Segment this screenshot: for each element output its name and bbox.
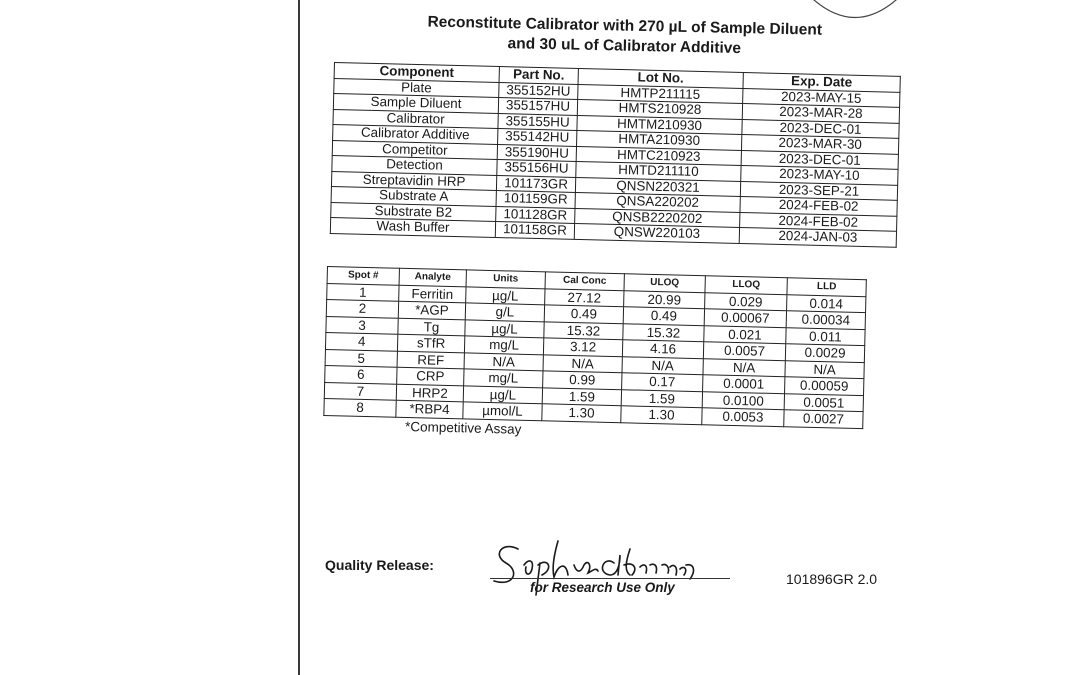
col-header-uloq: ULOQ xyxy=(624,274,705,292)
cell-uloq: 1.30 xyxy=(621,406,702,424)
cell-component: Streptavidin HRP xyxy=(331,171,496,191)
cell-units: N/A xyxy=(464,352,543,370)
cell-uloq: 0.17 xyxy=(622,373,703,391)
cell-lld: N/A xyxy=(785,360,864,378)
cell-lld: 0.014 xyxy=(787,294,866,312)
seal-stamp-arc xyxy=(790,0,920,20)
col-header-exp-date: Exp. Date xyxy=(743,73,900,92)
cell-analyte: *AGP xyxy=(398,301,465,319)
cell-spot: 8 xyxy=(324,398,396,416)
cell-units: g/L xyxy=(465,303,544,321)
col-header-lld: LLD xyxy=(787,278,866,296)
cell-analyte: HRP2 xyxy=(396,384,463,402)
components-table-body xyxy=(330,78,900,247)
col-header-cal-conc: Cal Conc xyxy=(545,272,624,290)
cell-lot-no: QNSW220103 xyxy=(574,223,739,243)
cell-lot-no: QNSB2220202 xyxy=(575,208,740,228)
cell-units: µg/L xyxy=(465,319,544,337)
cell-uloq: 20.99 xyxy=(624,290,705,308)
cell-exp-date: 2023-SEP-21 xyxy=(740,181,897,200)
cell-spot: 2 xyxy=(326,300,398,318)
cell-cal-conc: 15.32 xyxy=(544,321,623,339)
cell-lloq: 0.0053 xyxy=(702,408,784,426)
cell-cal-conc: 0.99 xyxy=(543,371,622,389)
cell-component: Detection xyxy=(332,155,497,175)
cell-part-no: 355190HU xyxy=(497,144,576,161)
cell-units: mg/L xyxy=(464,336,543,354)
cell-lot-no: HMTD211110 xyxy=(576,161,741,181)
cell-part-no: 101159GR xyxy=(496,191,575,208)
cell-exp-date: 2024-FEB-02 xyxy=(740,212,897,231)
cell-analyte: Tg xyxy=(398,318,465,336)
cell-exp-date: 2024-FEB-02 xyxy=(740,196,897,215)
cell-part-no: 355152HU xyxy=(499,82,578,99)
cell-lot-no: QNSA220202 xyxy=(575,192,740,212)
cell-analyte: *RBP4 xyxy=(396,400,463,418)
cell-component: Calibrator Additive xyxy=(333,124,498,144)
cell-units: µg/L xyxy=(463,385,542,403)
cell-part-no: 101158GR xyxy=(495,221,574,238)
col-header-units: Units xyxy=(466,270,545,288)
cell-lot-no: HMTA210930 xyxy=(577,130,742,150)
cell-lld: 0.0027 xyxy=(784,410,863,428)
cell-cal-conc: N/A xyxy=(543,354,622,372)
cell-component: Plate xyxy=(334,78,499,98)
quality-release-label: Quality Release: xyxy=(325,557,434,573)
assay-table-wrap xyxy=(323,266,867,445)
document-number: 101896GR 2.0 xyxy=(786,571,878,587)
heading-line-2: and 30 uL of Calibrator Additive xyxy=(507,35,742,58)
cell-uloq: 4.16 xyxy=(622,340,703,358)
cell-spot: 3 xyxy=(326,316,398,334)
signature-line xyxy=(490,578,730,579)
cell-analyte: sTfR xyxy=(397,334,464,352)
cell-exp-date: 2023-MAY-15 xyxy=(743,88,900,107)
cell-component: Competitor xyxy=(332,140,497,160)
cell-units: µmol/L xyxy=(463,402,542,420)
assay-table-body xyxy=(324,283,866,428)
cell-cal-conc: 1.30 xyxy=(542,404,621,422)
cell-lot-no: HMTC210923 xyxy=(576,146,741,166)
components-table xyxy=(330,62,901,247)
cell-uloq: 1.59 xyxy=(621,389,702,407)
cell-spot: 7 xyxy=(324,382,396,400)
cell-part-no: 101128GR xyxy=(496,206,575,223)
cell-exp-date: 2023-MAR-30 xyxy=(741,134,898,153)
components-table-wrap xyxy=(330,62,901,247)
cell-component: Calibrator xyxy=(333,109,498,129)
cell-exp-date: 2024-JAN-03 xyxy=(739,227,896,246)
cell-lloq: 0.0057 xyxy=(703,342,785,360)
cell-component: Substrate A xyxy=(331,186,496,206)
col-header-part-no: Part No. xyxy=(499,67,578,84)
cell-lot-no: HMTM210930 xyxy=(577,115,742,135)
competitive-assay-footnote: *Competitive Assay xyxy=(404,418,522,437)
cell-cal-conc: 0.49 xyxy=(544,305,623,323)
cell-lloq: 0.0001 xyxy=(703,375,785,393)
cell-component: Substrate B2 xyxy=(331,202,496,222)
cell-analyte: Ferritin xyxy=(399,285,466,303)
cell-lloq: N/A xyxy=(703,358,785,376)
cell-component: Sample Diluent xyxy=(333,94,498,114)
cell-uloq: N/A xyxy=(622,356,703,374)
col-header-lloq: LLOQ xyxy=(705,276,787,294)
assay-table xyxy=(323,266,866,429)
cell-exp-date: 2023-DEC-01 xyxy=(742,119,899,138)
cell-lloq: 0.0100 xyxy=(702,391,784,409)
cell-lloq: 0.00067 xyxy=(704,309,786,327)
cell-lot-no: HMTP211115 xyxy=(578,84,743,104)
cell-uloq: 15.32 xyxy=(623,323,704,341)
cell-exp-date: 2023-MAY-10 xyxy=(741,165,898,184)
cell-spot: 5 xyxy=(325,349,397,367)
cell-units: µg/L xyxy=(466,286,545,304)
cell-lld: 0.011 xyxy=(786,327,865,345)
cell-cal-conc: 3.12 xyxy=(543,338,622,356)
heading-line-1: Reconstitute Calibrator with 270 µL of Sample Diluent xyxy=(427,13,823,39)
cell-cal-conc: 1.59 xyxy=(542,387,621,405)
cell-units: mg/L xyxy=(464,369,543,387)
cell-lot-no: HMTS210928 xyxy=(577,99,742,119)
cell-lloq: 0.021 xyxy=(704,325,786,343)
cell-cal-conc: 27.12 xyxy=(545,288,624,306)
cell-part-no: 101173GR xyxy=(496,175,575,192)
cell-uloq: 0.49 xyxy=(623,307,704,325)
cell-part-no: 355156HU xyxy=(497,160,576,177)
cell-part-no: 355142HU xyxy=(498,129,577,146)
research-use-only-text: for Research Use Only xyxy=(530,580,675,595)
cell-lld: 0.0029 xyxy=(785,344,864,362)
cell-analyte: CRP xyxy=(397,367,464,385)
cell-lloq: 0.029 xyxy=(705,292,787,310)
cell-lld: 0.00059 xyxy=(785,377,864,395)
col-header-analyte: Analyte xyxy=(399,268,466,286)
cell-lld: 0.0051 xyxy=(784,393,863,411)
cell-component: Wash Buffer xyxy=(330,217,495,237)
cell-exp-date: 2023-MAR-28 xyxy=(742,103,899,122)
cell-analyte: REF xyxy=(397,351,464,369)
cell-spot: 6 xyxy=(325,365,397,383)
col-header-lot-no: Lot No. xyxy=(578,68,743,88)
cell-spot: 4 xyxy=(325,332,397,350)
cell-lld: 0.00034 xyxy=(786,311,865,329)
col-header-spot: Spot # xyxy=(327,267,399,285)
cell-exp-date: 2023-DEC-01 xyxy=(741,150,898,169)
page-heading xyxy=(404,12,845,61)
cell-lot-no: QNSN220321 xyxy=(575,177,740,197)
page-edge-line xyxy=(298,0,300,675)
col-header-component: Component xyxy=(334,63,499,83)
cell-spot: 1 xyxy=(327,283,399,301)
cell-part-no: 355157HU xyxy=(498,98,577,115)
cell-part-no: 355155HU xyxy=(498,113,577,130)
